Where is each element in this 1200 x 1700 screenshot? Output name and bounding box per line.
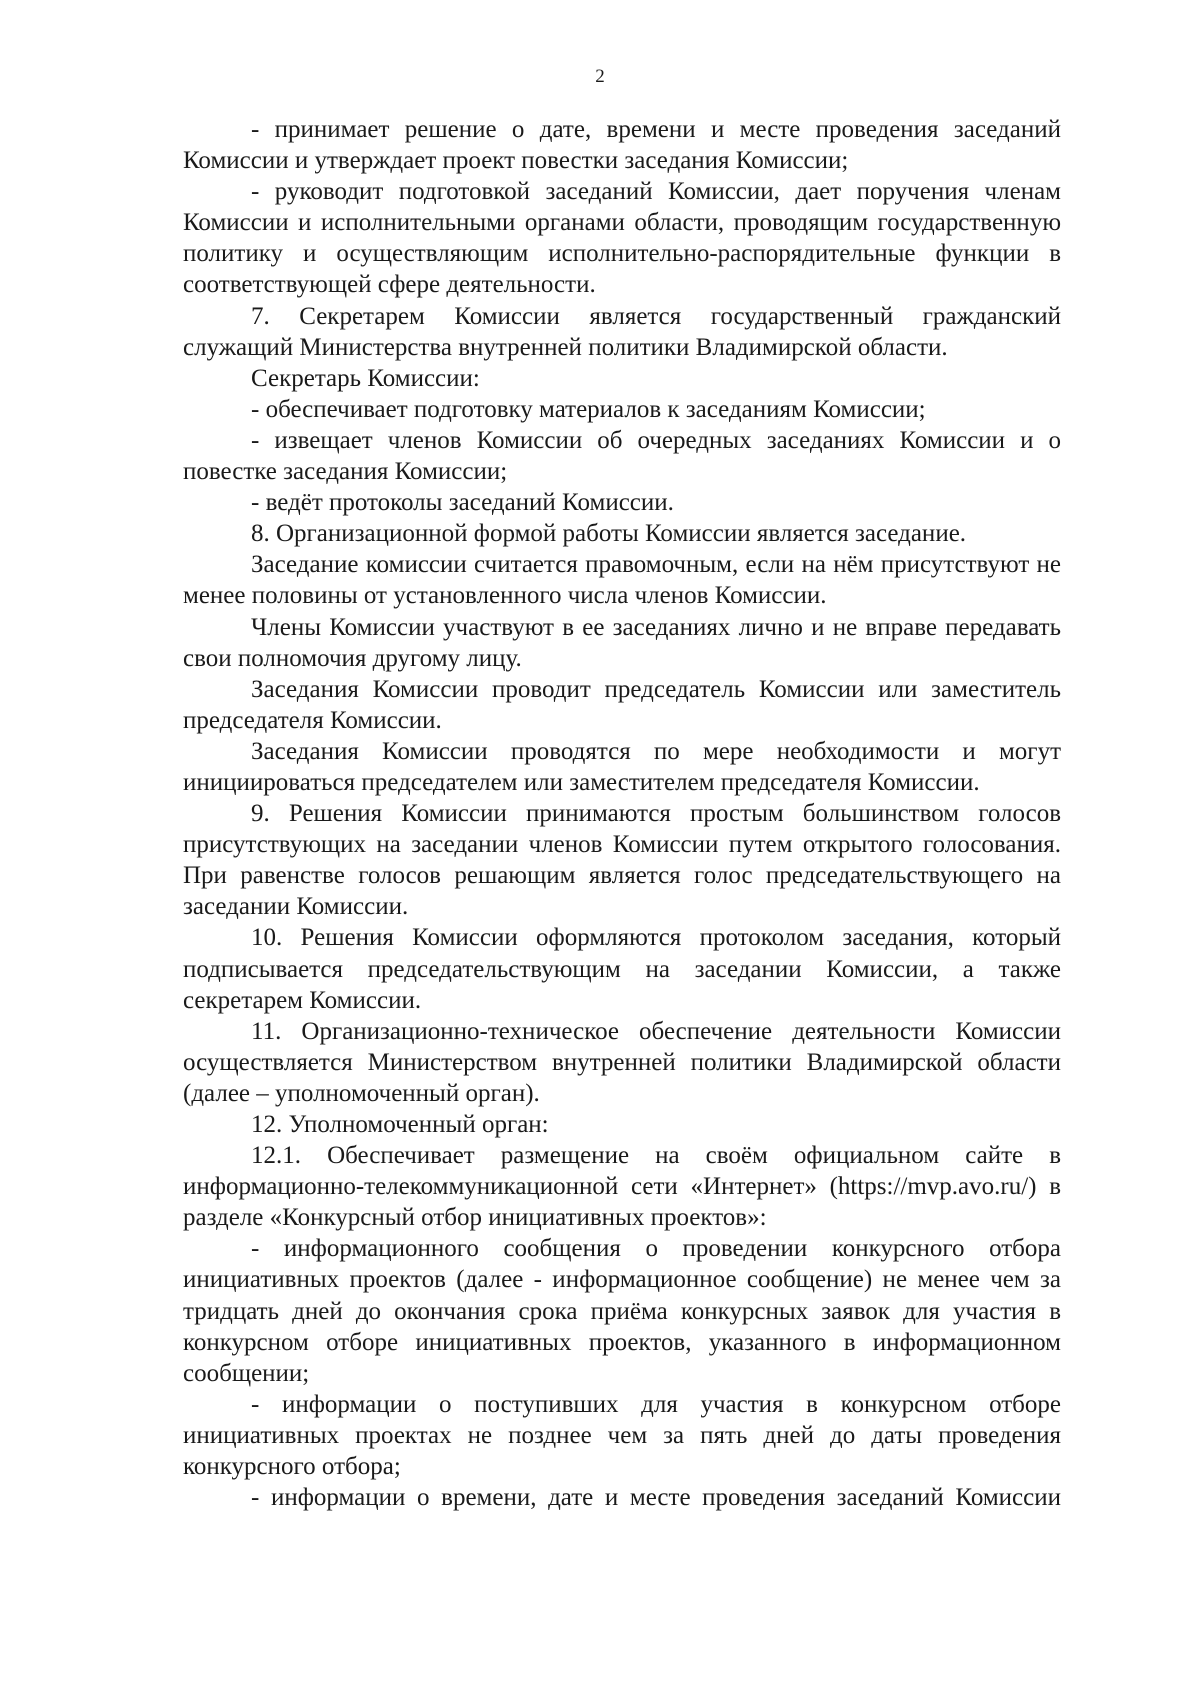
page-number: 2 xyxy=(595,66,605,87)
paragraph: 12. Уполномоченный орган: xyxy=(251,1111,549,1138)
paragraph: 7. Секретарем Комиссии является государственный гражданский служащий Министерства внутренней политики Владимирской области. xyxy=(183,302,1061,361)
paragraph: - информации о поступивших для участия в конкурсном отборе инициативных проектах не позднее чем за пять дней до даты проведения конкурсного отбора; xyxy=(183,1390,1061,1481)
paragraph: Заседание комиссии считается правомочным, если на нём присутствуют не менее половины от установленного числа членов Комиссии. xyxy=(183,551,1061,610)
paragraph: - извещает членов Комиссии об очередных заседаниях Комиссии и о повестке заседания Комиссии; xyxy=(183,426,1061,486)
paragraph: - принимает решение о дате, времени и месте проведения заседаний Комиссии и утверждает проект повестки заседания Комиссии; xyxy=(183,116,1061,175)
paragraph: Заседания Комиссии проводятся по мере необходимости и могут инициироваться председателем или заместителем председателя Комиссии. xyxy=(183,737,1061,796)
paragraph: 12.1. Обеспечивает размещение на своём официальном сайте в информационно-телекоммуникационной сети «Интернет» (https://mvp.avo.ru/) в разделе «Конкурсный отбор инициативных проектов»: xyxy=(183,1142,1061,1232)
document-body xyxy=(183,114,1061,1513)
paragraph: - обеспечивает подготовку материалов к заседаниям Комиссии; xyxy=(251,395,926,423)
paragraph: 8. Организационной формой работы Комиссии является заседание. xyxy=(251,520,967,548)
paragraph: - информационного сообщения о проведении конкурсного отбора инициативных проектов (далее - информационное сообщение) не менее чем за тридцать дней до окончания срока приёма конкурсных заявок для участия в конкурсном отборе инициативных проектов, указанного в информационном сообщении; xyxy=(183,1235,1061,1387)
paragraph: - руководит подготовкой заседаний Комиссии, дает поручения членам Комиссии и исполнительными органами области, проводящим государственную политику и осуществляющим исполнительно-распорядительные функции в соответствующей сфере деятельности. xyxy=(183,178,1061,299)
paragraph: 9. Решения Комиссии принимаются простым большинством голосов присутствующих на заседании членов Комиссии путем открытого голосования. При равенстве голосов решающим является голос председательствующего на заседании Комиссии. xyxy=(183,800,1061,921)
paragraph: - информации о времени, дате и месте проведения заседаний Комиссии xyxy=(251,1484,1061,1512)
paragraph: 10. Решения Комиссии оформляются протоколом заседания, который подписывается председательствующим на заседании Комиссии, а также секретарем Комиссии. xyxy=(183,924,1061,1014)
paragraph: Секретарь Комиссии: xyxy=(251,364,480,392)
paragraph: - ведёт протоколы заседаний Комиссии. xyxy=(251,489,674,517)
paragraph: Заседания Комиссии проводит председатель Комиссии или заместитель председателя Комиссии. xyxy=(183,675,1061,734)
paragraph: Члены Комиссии участвуют в ее заседаниях лично и не вправе передавать свои полномочия другому лицу. xyxy=(183,613,1061,672)
paragraph: 11. Организационно-техническое обеспечение деятельности Комиссии осуществляется Министерством внутренней политики Владимирской области (далее – уполномоченный орган). xyxy=(183,1017,1061,1107)
